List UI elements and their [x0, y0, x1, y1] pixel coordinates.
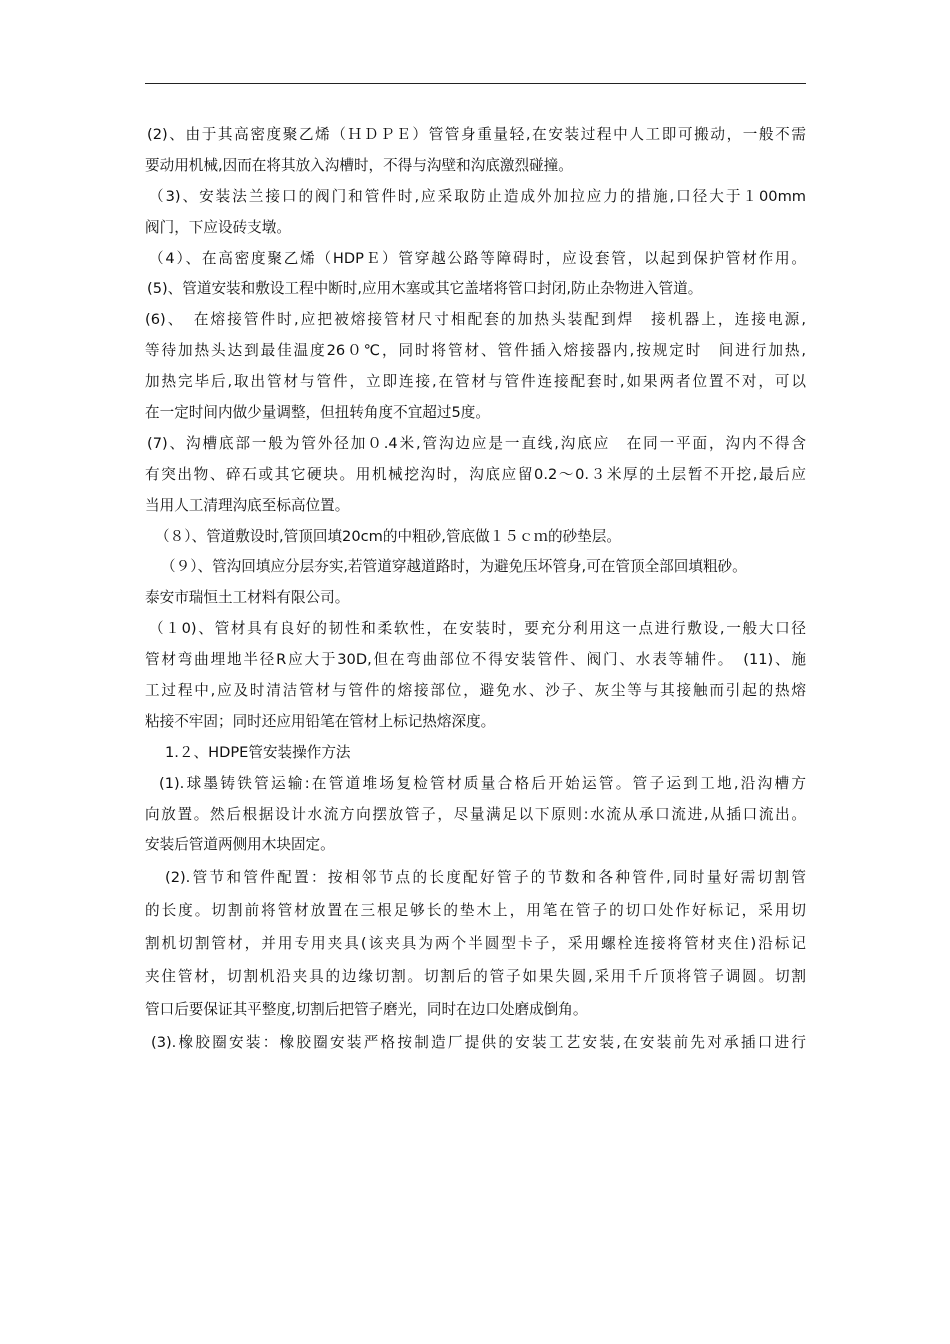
text-line: (2)、由于其高密度聚乙烯（ＨＤＰＥ）管管身重量轻,在安装过程中人工即可搬动，一般不需: [147, 126, 806, 143]
text-line: 在一定时间内做少量调整，但扭转角度不宜超过5度。: [145, 404, 490, 422]
text-line: （3)、安装法兰接口的阀门和管件时,应采取防止造成外加拉应力的措施,口径大于１00mm: [149, 187, 806, 205]
text-line: 夹住管材，切割机沿夹具的边缘切割。切割后的管子如果失圆,采用千斤顶将管子调圆。切割: [145, 968, 806, 986]
text-line: 工过程中,应及时清洁管材与管件的熔接部位，避免水、沙子、灰尘等与其接触而引起的热熔: [145, 682, 806, 700]
text-line: 割机切割管材，并用专用夹具(该夹具为两个半圆型卡子，采用螺栓连接将管材夹住)沿标记: [145, 935, 806, 953]
text-line: （８）、管道敷设时,管顶回填20cm的中粗砂,管底做１５ｃｍ的砂垫层。: [155, 527, 622, 545]
text-line: （９）、管沟回填应分层夯实,若管道穿越道路时，为避免压坏管身,可在管顶全部回填粗砂。: [161, 558, 747, 576]
text-line: 有突出物、碎石或其它硬块。用机械挖沟时，沟底应留0.2～0.３米厚的土层暂不开挖,最后应: [145, 465, 806, 483]
text-line: 的长度。切割前将管材放置在三根足够长的垫木上，用笔在管子的切口处作好标记，采用切: [145, 902, 806, 920]
header-rule: [145, 83, 806, 84]
text-line: 管口后要保证其平整度,切割后把管子磨光，同时在边口处磨成倒角。: [145, 1000, 588, 1018]
text-line: 向放置。然后根据设计水流方向摆放管子，尽量满足以下原则:水流从承口流进,从插口流出。: [145, 805, 806, 823]
text-line: 当用人工清理沟底至标高位置。: [145, 496, 350, 514]
text-line: 要动用机械,因而在将其放入沟槽时，不得与沟壁和沟底激烈碰撞。: [145, 156, 573, 174]
text-line: (7)、沟槽底部一般为管外径加０.4米,管沟边应是一直线,沟底应 在同一平面，沟内不得含: [147, 434, 806, 452]
text-line: 粘接不牢固；同时还应用铅笔在管材上标记热熔深度。: [145, 712, 496, 730]
document-body: [145, 120, 806, 1059]
text-line: 管材弯曲埋地半径R应大于30D,但在弯曲部位不得安装管件、阀门、水表等辅件。 (11)、施: [145, 651, 806, 669]
text-line: 阀门，下应设砖支墩。: [145, 218, 291, 236]
text-line: （4）、在高密度聚乙烯（HDPＥ）管穿越公路等障碍时，应设套管，以起到保护管材作用。: [149, 249, 806, 267]
text-line: (5)、管道安装和敷设工程中断时,应用木塞或其它盖堵将管口封闭,防止杂物进入管道。: [147, 280, 703, 298]
text-line: （１0)、管材具有良好的韧性和柔软性，在安装时，要充分利用这一点进行敷设,一般大口径: [149, 620, 806, 638]
text-line: 等待加热头达到最佳温度26０℃，同时将管材、管件插入熔接器内,按规定时 间进行加热,: [145, 342, 806, 360]
text-line: 泰安市瑞恒土工材料有限公司。: [145, 589, 350, 607]
text-line: (6)、 在熔接管件时,应把被熔接管材尺寸相配套的加热头装配到焊 接机器上，连接电源,: [145, 311, 806, 329]
text-line: (2).管节和管件配置：按相邻节点的长度配好管子的节数和各种管件,同时量好需切割管: [165, 869, 806, 887]
text-line: 安装后管道两侧用木块固定。: [145, 836, 335, 854]
text-line: 加热完毕后,取出管材与管件，立即连接,在管材与管件连接配套时,如果两者位置不对，可以: [145, 373, 806, 391]
text-line: (3).橡胶圈安装：橡胶圈安装严格按制造厂提供的安装工艺安装,在安装前先对承插口进行: [151, 1033, 806, 1051]
text-line: (1).球墨铸铁管运输:在管道堆场复检管材质量合格后开始运管。管子运到工地,沿沟槽方: [159, 774, 806, 792]
text-line: 1.２、HDPE管安装操作方法: [165, 743, 351, 761]
